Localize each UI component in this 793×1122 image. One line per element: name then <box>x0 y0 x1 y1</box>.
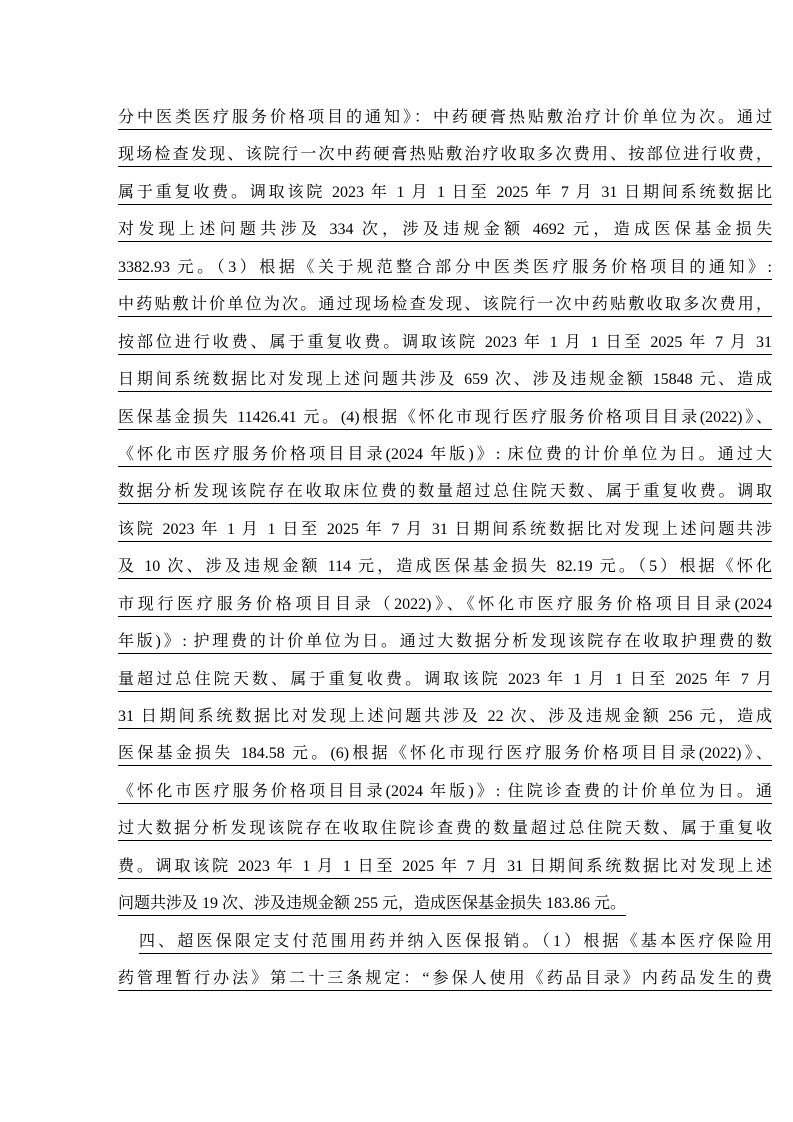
underlined-text: 问题共涉及 19 次、涉及违规金额 255 元，造成医保基金损失 183.86 元。 <box>118 895 627 913</box>
underlined-text: 《怀化市医疗服务价格项目目录(2024 年版)》: 住院诊查费的计价单位为日。通 <box>118 782 772 800</box>
text-line <box>118 735 772 772</box>
underlined-text: 分中医类医疗服务价格项目的通知》：中药硬膏热贴敷治疗计价单位为次。通过 <box>118 109 772 126</box>
text-line <box>118 885 772 922</box>
text-line <box>118 174 772 211</box>
text-line <box>118 436 772 473</box>
text-line <box>118 586 772 623</box>
text-line <box>118 211 772 248</box>
text-line <box>118 286 772 323</box>
underlined-text: 年版)》: 护理费的计价单位为日。通过大数据分析发现该院存在收取护理费的数 <box>118 633 772 651</box>
underlined-text: 及 10 次、涉及违规金额 114 元，造成医保基金损失 82.19 元。（5）根据《怀化 <box>118 558 772 576</box>
text-line <box>118 848 772 885</box>
underlined-text: 医保基金损失 11426.41 元。(4)根据《怀化市现行医疗服务价格项目目录(2022)》、 <box>118 408 772 426</box>
underlined-text: 医保基金损失 184.58 元。(6)根据《怀化市现行医疗服务价格项目目录(2022)》、 <box>118 745 772 763</box>
underlined-text: 按部位进行收费、属于重复收费。调取该院 2023 年 1 月 1 日至 2025 年 7 月 31 <box>118 333 772 351</box>
text-line <box>118 810 772 847</box>
document-body <box>118 99 772 998</box>
text-line <box>118 473 772 510</box>
text-line <box>118 773 772 810</box>
underlined-text: 3382.93 元。（3）根据《关于规范整合部分中医类医疗服务价格项目的通知》: <box>118 258 772 276</box>
text-line <box>118 623 772 660</box>
text-line <box>118 361 772 398</box>
text-line <box>118 249 772 286</box>
underlined-text: 费。调取该院 2023 年 1 月 1 日至 2025 年 7 月 31 日期间系统数据比对发现上述 <box>118 857 772 875</box>
underlined-text: 该院 2023 年 1 月 1 日至 2025 年 7 月 31 日期间系统数据比对发现上述问题共涉 <box>118 520 772 538</box>
text-line <box>118 324 772 361</box>
text-line <box>118 399 772 436</box>
text-line <box>118 960 772 997</box>
underlined-text: 市现行医疗服务价格项目目录（2022)》、《怀化市医疗服务价格项目目录(2024 <box>118 595 772 613</box>
underlined-text: 现场检查发现、该院行一次中药硬膏热贴敷治疗收取多次费用、按部位进行收费， <box>118 146 772 164</box>
text-line <box>118 698 772 735</box>
underlined-text: 药管理暂行办法》第二十三条规定：“参保人使用《药品目录》内药品发生的费 <box>118 970 772 988</box>
underlined-text: 属于重复收费。调取该院 2023 年 1 月 1 日至 2025 年 7 月 31 日期间系统数据比 <box>118 183 772 201</box>
underlined-text: 31 日期间系统数据比对发现上述问题共涉及 22 次、涉及违规金额 256 元，造成 <box>118 708 772 725</box>
underlined-text: 日期间系统数据比对发现上述问题共涉及 659 次、涉及违规金额 15848 元、造成 <box>118 371 772 389</box>
underlined-text: 过大数据分析发现该院存在收取住院诊查费的数量超过总住院天数、属于重复收 <box>118 820 772 838</box>
text-line <box>118 923 772 960</box>
underlined-text: 四、超医保限定支付范围用药并纳入医保报销。（1）根据《基本医疗保险用 <box>139 932 772 950</box>
text-line <box>118 136 772 173</box>
underlined-text: 中药贴敷计价单位为次。通过现场检查发现、该院行一次中药贴敷收取多次费用， <box>118 296 772 314</box>
text-line <box>118 548 772 585</box>
text-line <box>118 99 772 136</box>
underlined-text: 量超过总住院天数、属于重复收费。调取该院 2023 年 1 月 1 日至 2025 年 7 月 <box>118 670 772 688</box>
text-line <box>118 661 772 698</box>
underlined-text: 数据分析发现该院存在收取床位费的数量超过总住院天数、属于重复收费。调取 <box>118 483 772 501</box>
underlined-text: 《怀化市医疗服务价格项目目录(2024 年版)》: 床位费的计价单位为日。通过大 <box>118 445 772 463</box>
text-line <box>118 511 772 548</box>
underlined-text: 对发现上述问题共涉及 334 次，涉及违规金额 4692 元，造成医保基金损失 <box>118 221 772 239</box>
